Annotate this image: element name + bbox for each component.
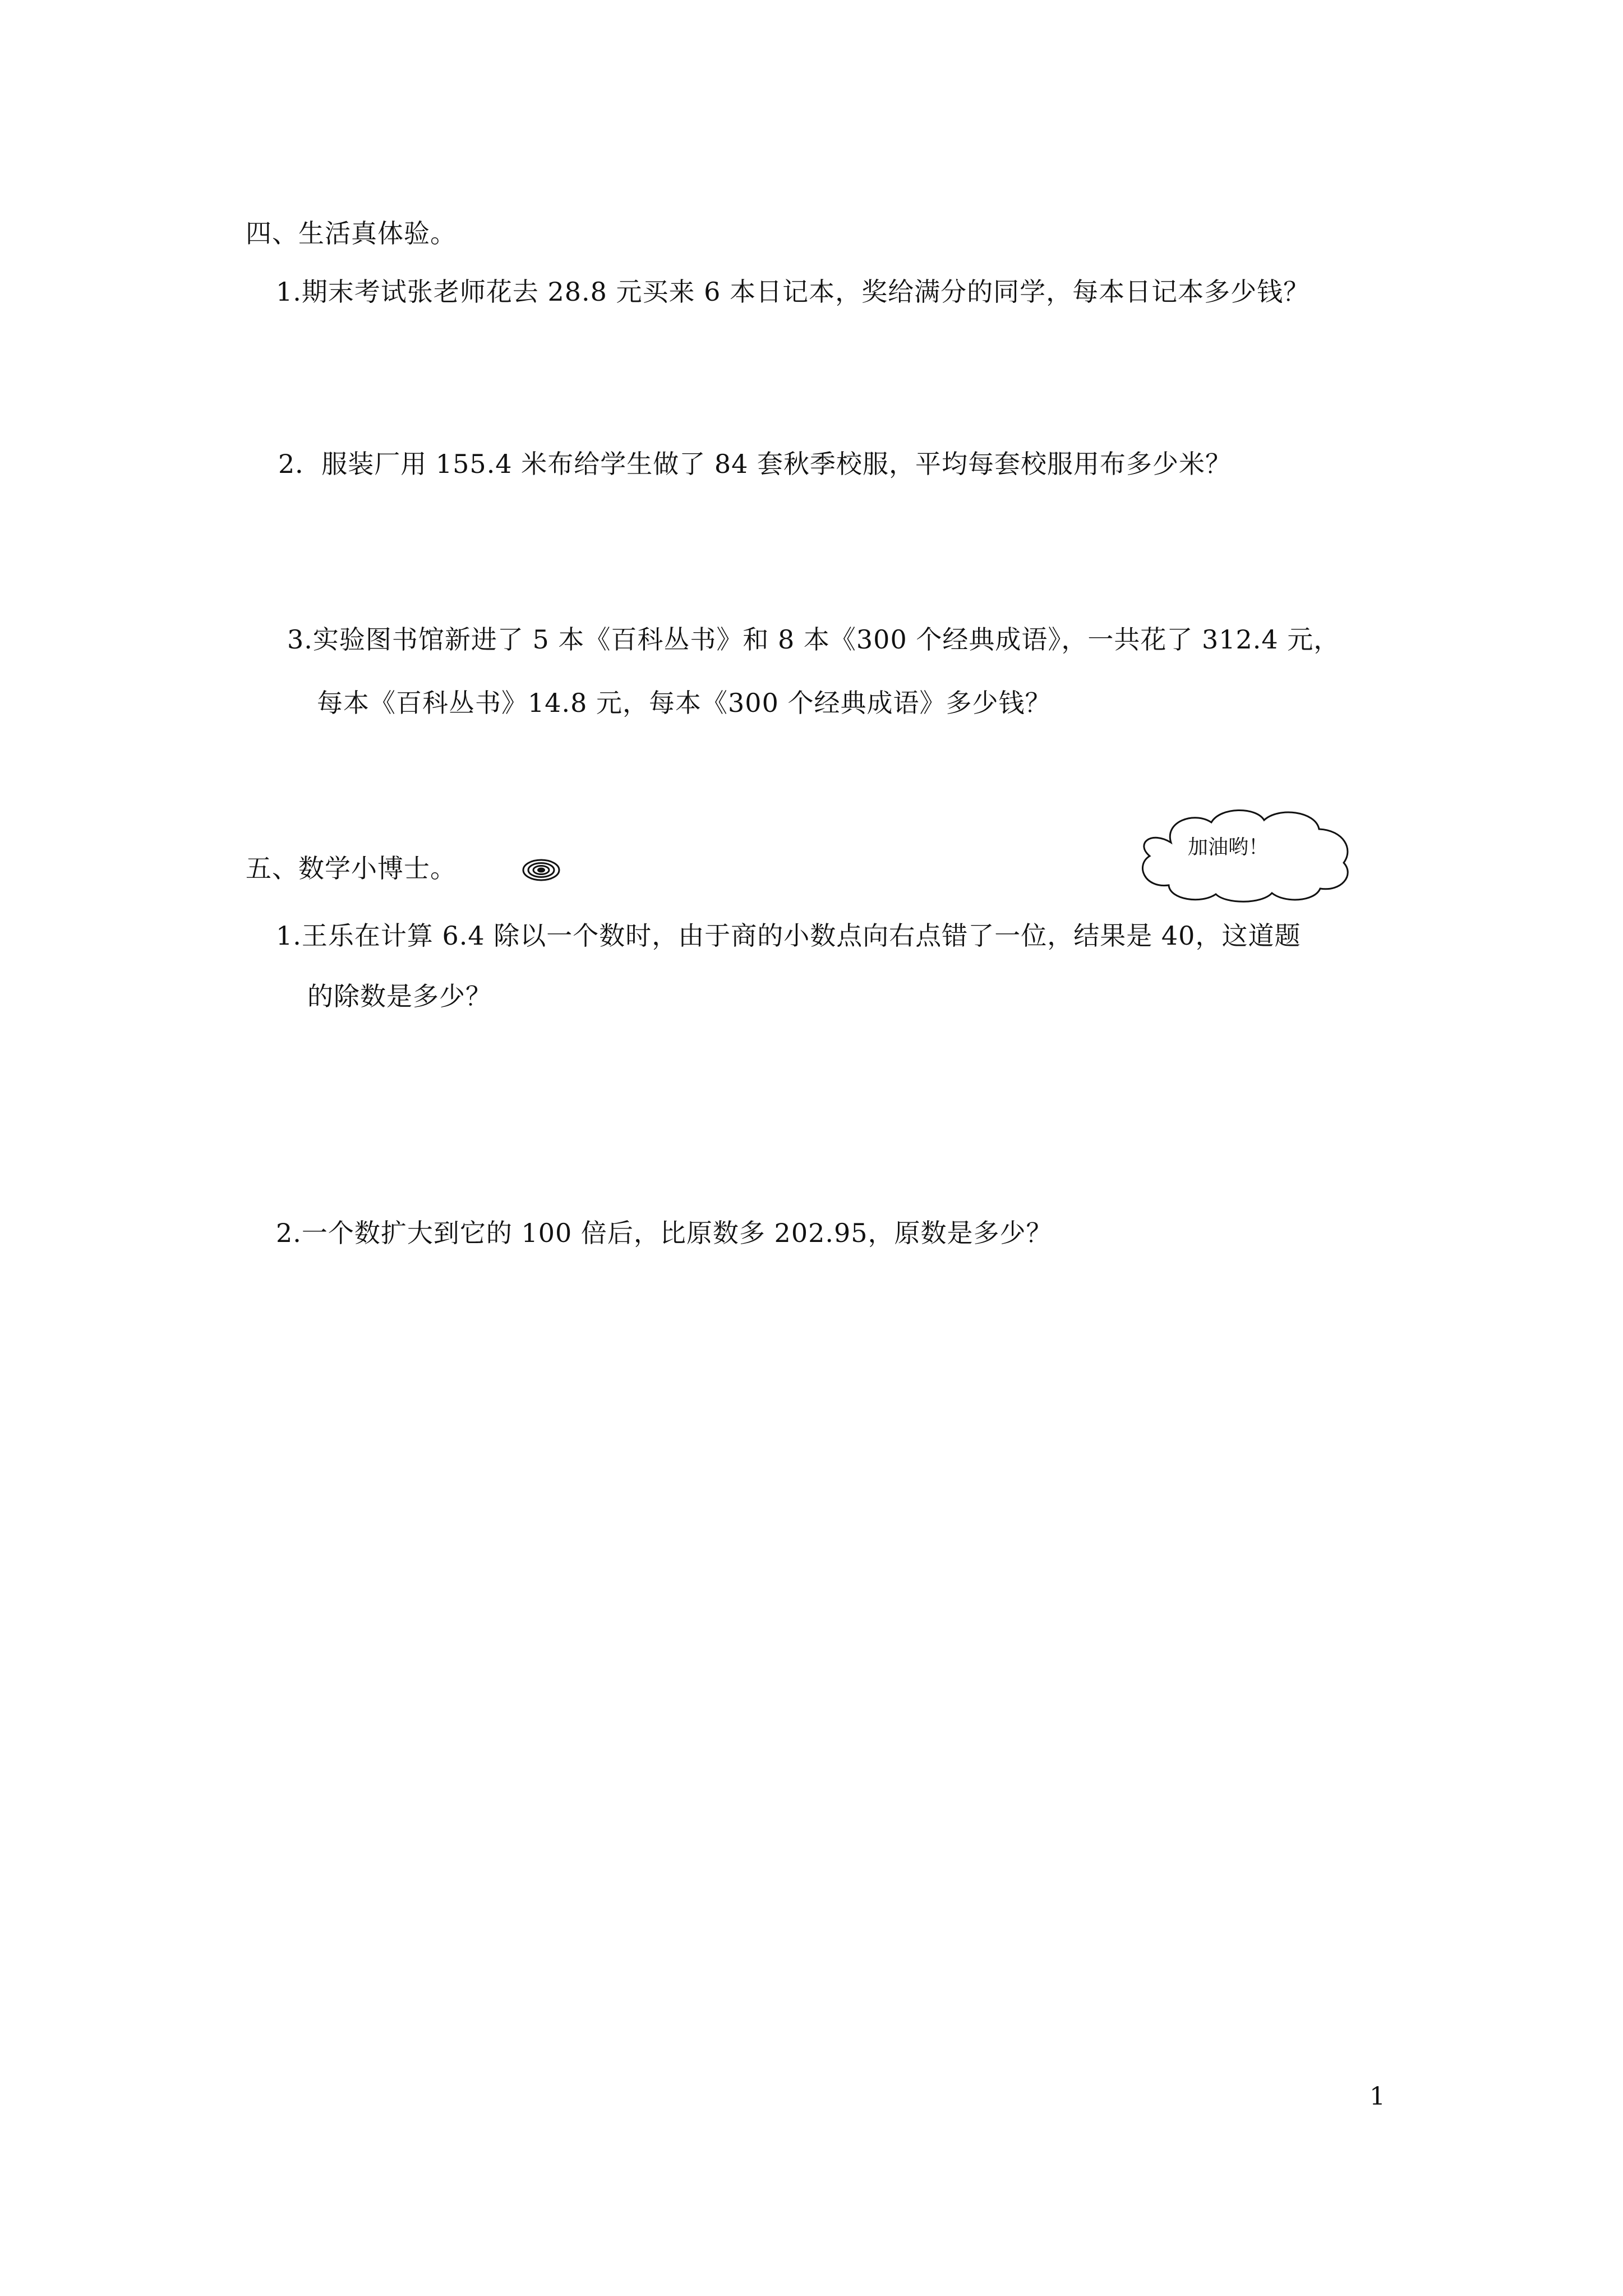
encouragement-cloud-text: 加油哟！ <box>1188 836 1269 859</box>
spiral-icon <box>520 857 562 883</box>
question-4-2: 2．服装厂用 155.4 米布给学生做了 84 套秋季校服，平均每套校服用布多少米？ <box>278 449 1232 479</box>
question-5-1-line-1: 1.王乐在计算 6.4 除以一个数时，由于商的小数点向右点错了一位，结果是 40，这道题 <box>276 921 1301 951</box>
question-4-3-line-1: 3.实验图书馆新进了 5 本《百科丛书》和 8 本《300 个经典成语》，一共花了 312.4 元， <box>287 624 1340 655</box>
question-5-2: 2.一个数扩大到它的 100 倍后，比原数多 202.95，原数是多少？ <box>276 1218 1053 1248</box>
question-4-3-line-2: 每本《百科丛书》14.8 元，每本《300 个经典成语》多少钱？ <box>317 688 1052 718</box>
page-number: 1 <box>1370 2082 1385 2111</box>
section-5-title: 五、数学小博士。 <box>246 853 457 884</box>
section-4-title: 四、生活真体验。 <box>246 218 457 249</box>
question-4-1: 1.期末考试张老师花去 28.8 元买来 6 本日记本，奖给满分的同学，每本日记本多少钱？ <box>276 277 1310 307</box>
question-5-1-line-2: 的除数是多少？ <box>307 981 492 1011</box>
